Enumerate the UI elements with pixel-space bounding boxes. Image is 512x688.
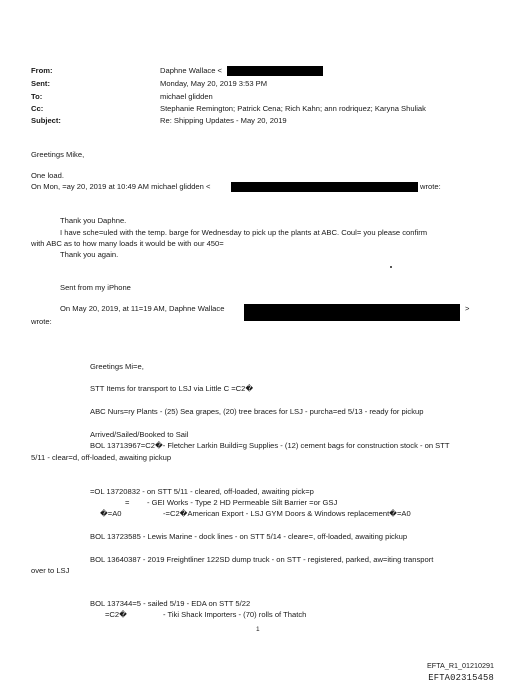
bol-line-5b: =C2� (105, 610, 127, 619)
thank-you-text: Thank you Daphne. (60, 216, 127, 225)
subject-label: Subject: (31, 116, 61, 125)
stray-mark (390, 266, 392, 268)
greetings-mi-text: Greetings Mi=e, (90, 362, 144, 371)
scheduled-line-1: I have sche=uled with the temp. barge for Wednesday to pick up the plants at ABC. Coul= you please confirm (60, 228, 428, 237)
bol-line-4a: BOL 13640387 - 2019 Freightliner 122SD dump truck - on STT - registered, parked, aw=iting transport (90, 555, 434, 564)
arrived-heading: Arrived/Sailed/Booked to Sail (90, 430, 189, 439)
sent-label: Sent: (31, 79, 50, 88)
cc-value: Stephanie Remington; Patrick Cena; Rich Kahn; ann rodriquez; Karyna Shuliak (160, 104, 426, 113)
greeting-text: Greetings Mike, (31, 150, 85, 159)
bol-line-3: BOL 13723585 - Lewis Marine - dock lines - on STT 5/14 - cleare=, off-loaded, awaiting pickup (90, 532, 408, 541)
bol-line-2b: = (125, 498, 130, 507)
bol-line-1a: BOL 13713967=C2�- Fletcher Larkin Buildi=g Supplies - (12) cement bags for construction stock - on STT (90, 441, 450, 450)
to-label: To: (31, 92, 43, 101)
redaction-bar (231, 182, 418, 192)
one-load-text: One load. (31, 171, 64, 180)
redaction-bar (244, 304, 460, 321)
bol-line-4b: over to LSJ (31, 566, 70, 575)
thank-again-text: Thank you again. (60, 250, 119, 259)
from-value: Daphne Wallace < (160, 66, 222, 75)
efta-reference-large: EFTA02315458 (428, 673, 494, 683)
from-label: From: (31, 66, 53, 75)
bol-line-1b: 5/11 - clear=d, off-loaded, awaiting pickup (31, 453, 172, 462)
gt-symbol: > (465, 304, 470, 313)
quote-header-2: On May 20, 2019, at 11=19 AM, Daphne Wallace (60, 304, 225, 313)
sent-from-iphone: Sent from my iPhone (60, 283, 131, 292)
subject-value: Re: Shipping Updates - May 20, 2019 (160, 116, 287, 125)
to-value: michael glidden (160, 92, 213, 101)
efta-reference-small: EFTA_R1_01210291 (427, 661, 494, 670)
abc-nursery-text: ABC Nurs=ry Plants - (25) Sea grapes, (20) tree braces for LSJ - purcha=ed 5/13 - ready for pickup (90, 407, 424, 416)
sent-value: Monday, May 20, 2019 3:53 PM (160, 79, 268, 88)
quote-header-1: On Mon, =ay 20, 2019 at 10:49 AM michael glidden < (31, 182, 211, 191)
wrote-text-2: wrote: (31, 317, 52, 326)
bol-line-5c: - Tiki Shack Importers - (70) rolls of Thatch (163, 610, 307, 619)
bol-line-2d: �=A0 (100, 509, 122, 518)
scheduled-line-2: with ABC as to how many loads it would be with our 450= (31, 239, 224, 248)
redaction-bar (227, 66, 323, 76)
cc-label: Cc: (31, 104, 44, 113)
stt-items-text: STT Items for transport to LSJ via Little C =C2� (90, 384, 254, 393)
bol-line-2e: -=C2�American Export - LSJ GYM Doors & Windows replacement�=A0 (163, 509, 411, 518)
bol-line-2c: - GEI Works - Type 2 HD Permeable Silt Barrier =or GSJ (147, 498, 338, 507)
page-number: 1 (256, 626, 260, 633)
wrote-text-1: wrote: (420, 182, 441, 191)
bol-line-2a: =OL 13720832 - on STT 5/11 - cleared, off-loaded, awaiting pick=p (90, 487, 314, 496)
bol-line-5a: BOL 137344=5 - sailed 5/19 - EDA on STT 5/22 (90, 599, 251, 608)
